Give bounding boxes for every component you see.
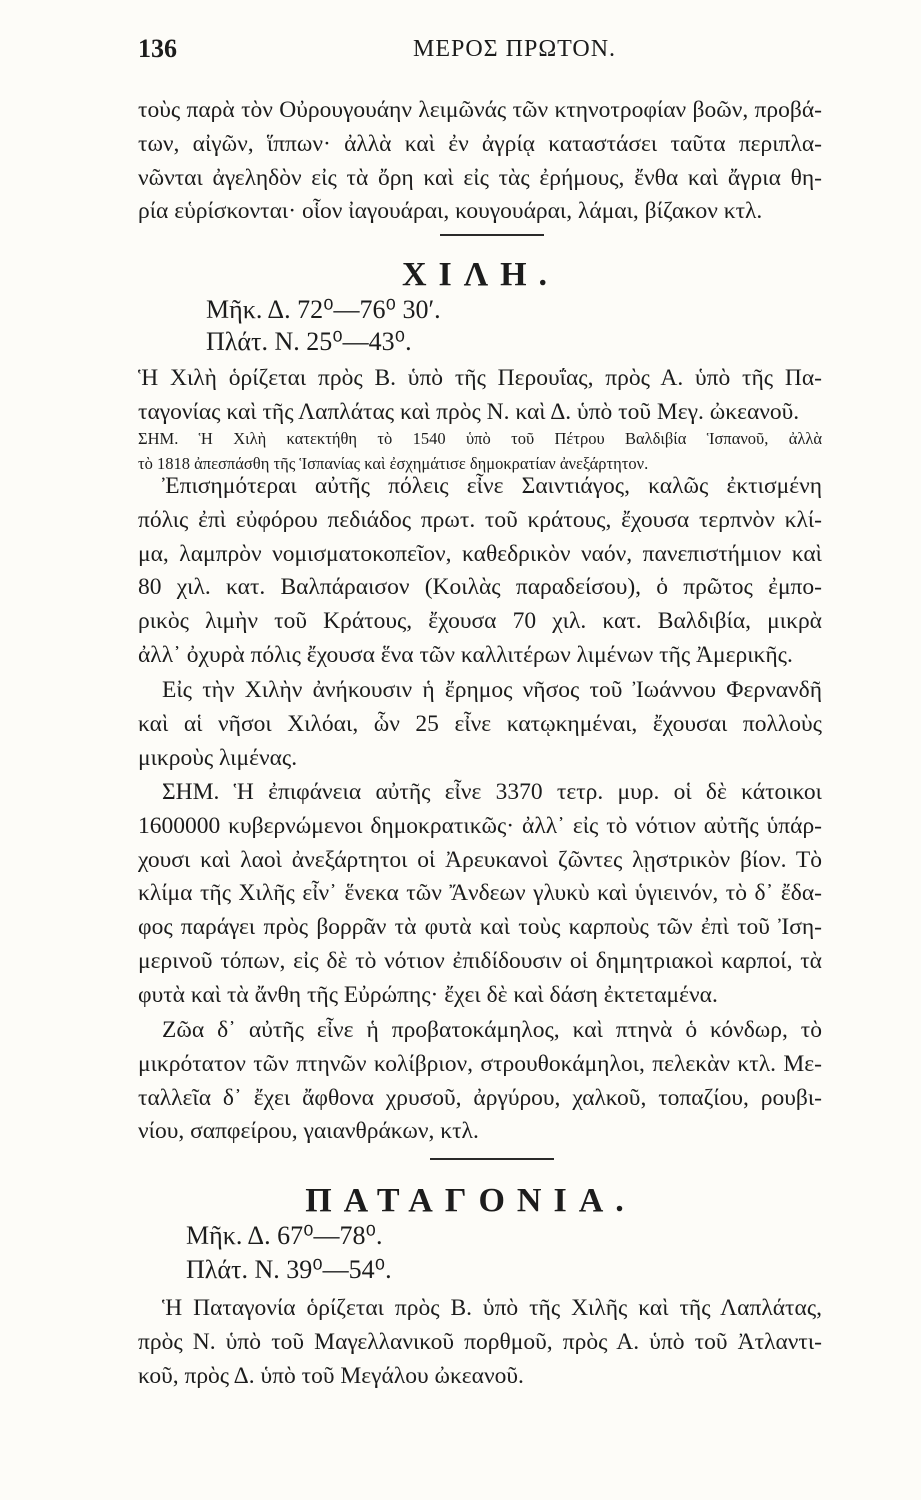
text-line: χουσι καὶ λαοὶ ἀνεξάρτητοι οἱ Ἀρευκανοὶ ζῶντες λῃστρικὸν βίον. Τὸ (138, 846, 822, 873)
patagonia-latitude: Πλάτ. Ν. 39⁰—54⁰. (186, 1255, 392, 1284)
text-line: μα, λαμπρὸν νομισματοκοπεῖον, καθεδρικὸν ναόν, πανεπιστήμιον καὶ (138, 540, 822, 567)
text-line: πρὸς Ν. ὑπὸ τοῦ Μαγελλανικοῦ πορθμοῦ, πρὸς Α. ὑπὸ τοῦ Ἀτλαντι- (138, 1328, 822, 1355)
page-number: 136 (138, 34, 177, 63)
chile-fauna-paragraph (138, 1014, 822, 1149)
intro-paragraph (138, 94, 822, 229)
text-line: μικρότατον τῶν πτηνῶν κολίβριον, στρουθοκάμηλοι, πελεκὰν κτλ. Με- (138, 1050, 822, 1077)
text-line: μερινοῦ τόπων, εἰς δὲ τὸ νότιον ἐπιδίδουσιν οἱ δημητριακοὶ καρποί, τὰ (138, 947, 822, 974)
chile-boundaries (138, 362, 822, 430)
chile-islands-paragraph (138, 674, 822, 775)
note-line: τὸ 1818 ἀπεσπάσθη τῆς Ἱσπανίας καὶ ἐσχημάτισε δημοκρατίαν ἀνεξάρτητον. (138, 454, 649, 473)
text-line: καὶ αἱ νῆσοι Χιλόαι, ὧν 25 εἶνε κατῳκημέναι, ἔχουσαι πολλοὺς (138, 710, 822, 737)
text-line: ταλλεῖα δ᾽ ἔχει ἄφθονα χρυσοῦ, ἀργύρου, χαλκοῦ, τοπαζίου, ρουβι- (138, 1084, 822, 1111)
text-line: νῶνται ἀγεληδὸν εἰς τὰ ὄρη καὶ εἰς τὰς ἐρήμους, ἔνθα καὶ ἄγρια θη- (138, 164, 822, 191)
text-line: Ἡ Παταγονία ὁρίζεται πρὸς Β. ὑπὸ τῆς Χιλῆς καὶ τῆς Λαπλάτας, (162, 1295, 822, 1321)
text-line: τοὺς παρὰ τὸν Οὐρουγουάην λειμῶνάς τῶν κτηνοτροφίαν βοῶν, προβά- (138, 97, 822, 123)
text-line: 80 χιλ. κατ. Βαλπάραισον (Κοιλὰς παραδείσου), ὁ πρῶτος ἐμπο- (138, 574, 822, 601)
text-line: πόλις ἐπὶ εὐφόρου πεδιάδος πρωτ. τοῦ κράτους, ἔχουσα τερπνὸν κλί- (138, 506, 822, 533)
text-line: μικροὺς λιμένας. (138, 744, 298, 771)
text-line: Εἰς τὴν Χιλὴν ἀνήκουσιν ἡ ἔρημος νῆσος τοῦ Ἰωάννου Φερνανδῆ (162, 677, 822, 703)
chile-history-note (138, 426, 822, 476)
note-line: ΣΗΜ. Ἡ Χιλὴ κατεκτήθη τὸ 1540 ὑπὸ τοῦ Πέτρου Βαλδιβία Ἱσπανοῦ, ἀλλὰ (138, 429, 822, 448)
chile-surface-paragraph (138, 776, 822, 1013)
section-divider (430, 1158, 554, 1160)
text-line: νίου, σαπφείρου, γαιανθράκων, κτλ. (138, 1118, 479, 1145)
text-line: κλίμα τῆς Χιλῆς εἶν᾽ ἕνεκα τῶν Ἄνδεων γλυκὺ καὶ ὑγιεινόν, τὸ δ᾽ ἔδα- (138, 880, 822, 907)
text-line: ἀλλ᾽ ὀχυρὰ πόλις ἔχουσα ἕνα τῶν καλλιτέρων λιμένων τῆς Ἀμερικῆς. (138, 641, 793, 668)
text-line: των, αἰγῶν, ἵππων· ἀλλὰ καὶ ἐν ἀγρίᾳ καταστάσει ταῦτα περιπλα- (138, 130, 822, 157)
chile-cities-paragraph (138, 470, 822, 673)
text-line: φος παράγει πρὸς βορρᾶν τὰ φυτὰ καὶ τοὺς καρποὺς τῶν ἐπὶ τοῦ Ἰση- (138, 914, 822, 941)
chile-heading: ΧΙΛΗ. (401, 256, 560, 293)
section-divider (440, 234, 544, 236)
text-line: ρικὸς λιμὴν τοῦ Κράτους, ἔχουσα 70 χιλ. κατ. Βαλδιβία, μικρὰ (138, 608, 822, 635)
text-line: κοῦ, πρὸς Δ. ὑπὸ τοῦ Μεγάλου ὠκεανοῦ. (138, 1362, 524, 1389)
text-line: Ζῶα δ᾽ αὐτῆς εἶνε ἡ προβατοκάμηλος, καὶ πτηνὰ ὁ κόνδωρ, τὸ (162, 1017, 822, 1043)
chile-longitude: Μῆκ. Δ. 72⁰—76⁰ 30′. (206, 295, 441, 324)
text-line: 1600000 κυβερνώμενοι δημοκρατικῶς· ἀλλ᾽ εἰς τὸ νότιον αὐτῆς ὑπάρ- (138, 812, 822, 839)
chile-latitude: Πλάτ. Ν. 25⁰—43⁰. (206, 327, 412, 356)
text-line: Ἡ Χιλὴ ὁρίζεται πρὸς Β. ὑπὸ τῆς Περουΐας, πρὸς Α. ὑπὸ τῆς Πα- (138, 365, 822, 391)
running-title: ΜΕΡΟΣ ΠΡΩΤΟΝ. (413, 36, 617, 62)
text-line: ρία εὑρίσκονται· οἷον ἰαγουάραι, κουγουάραι, λάμαι, βίζακον κτλ. (138, 198, 763, 225)
text-line: ταγονίας καὶ τῆς Λαπλάτας καὶ πρὸς Ν. καὶ Δ. ὑπὸ τοῦ Μεγ. ὠκεανοῦ. (138, 398, 800, 425)
text-line: φυτὰ καὶ τὰ ἄνθη τῆς Εὐρώπης· ἔχει δὲ καὶ δάση ἐκτεταμένα. (138, 981, 718, 1008)
patagonia-boundaries (138, 1292, 822, 1393)
patagonia-heading: ΠΑΤΑΓΟΝΙΑ. (305, 1182, 636, 1219)
text-line: ΣΗΜ. Ἡ ἐπιφάνεια αὐτῆς εἶνε 3370 τετρ. μυρ. οἱ δὲ κάτοικοι (162, 779, 822, 805)
page-header (138, 30, 818, 66)
patagonia-longitude: Μῆκ. Δ. 67⁰—78⁰. (186, 1221, 383, 1250)
text-line: Ἐπισημότεραι αὐτῆς πόλεις εἶνε Σαιντιάγος, καλῶς ἐκτισμένη (162, 473, 822, 499)
